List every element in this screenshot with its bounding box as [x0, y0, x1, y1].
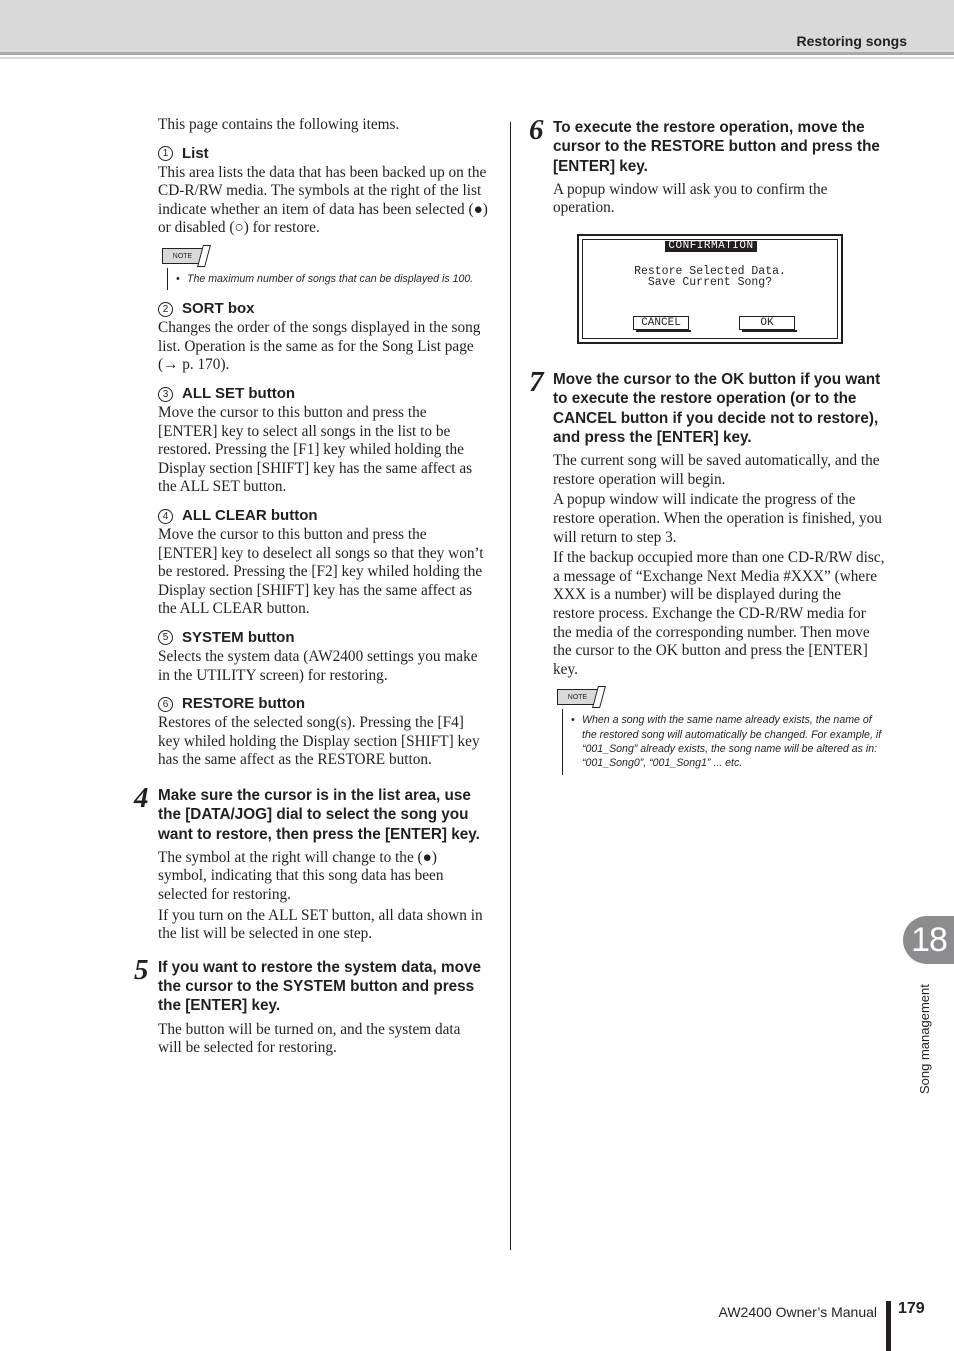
header-rule-light: [0, 57, 954, 59]
note-badge: NOTE: [162, 248, 202, 264]
item-title: SYSTEM button: [182, 628, 295, 646]
step-7: [529, 366, 885, 679]
step-number: 7: [529, 366, 544, 399]
column-divider: [510, 122, 511, 1250]
step-paragraph: The button will be turned on, and the system data will be selected for restoring.: [158, 1020, 461, 1057]
item-all-clear: [158, 507, 488, 619]
note-box: [160, 248, 488, 290]
item-number: 4: [158, 509, 173, 524]
item-heading: [158, 507, 488, 525]
item-heading: [158, 385, 488, 403]
note-item: • When a song with the same name already exists, the name of the restored song will automatically be changed. For example, if “001_Song” already exists, the song name will be altered as in: “001_Song0”, “001_Song1” ... etc.: [582, 713, 885, 770]
item-sort: [158, 300, 488, 375]
step-6: [529, 114, 885, 218]
step-heading: Make sure the cursor is in the list area, use the [DATA/JOG] dial to select the song you want to restore, then press the [ENTER] key.: [158, 786, 480, 843]
item-description: This area lists the data that has been backed up on the CD-R/RW media. The symbols at the right of the list indicate whether an item of data has been selected (●) or disabled (○) for restore.: [158, 163, 488, 237]
step-paragraph: If you turn on the ALL SET button, all data shown in the list will be selected in one step.: [158, 906, 483, 943]
step-number: 6: [529, 114, 544, 146]
item-restore: [158, 695, 488, 770]
confirmation-popup: [577, 234, 843, 344]
step-heading: To execute the restore operation, move the cursor to the RESTORE button and press the [ENTER] key.: [553, 119, 880, 175]
item-all-set: [158, 385, 488, 497]
item-number: 3: [158, 387, 173, 402]
item-number: 2: [158, 302, 173, 317]
note-text: [571, 713, 885, 770]
note-bar: [167, 268, 168, 290]
item-description: Changes the order of the songs displayed in the song list. Operation is the same as for the Song List page (→ p. 170).: [158, 319, 481, 374]
note-box: [555, 689, 885, 774]
step-heading: If you want to restore the system data, move the cursor to the SYSTEM button and press the [ENTER] key.: [158, 958, 482, 1015]
step-paragraph: The symbol at the right will change to the (●) symbol, indicating that this song data has been selected for restoring.: [158, 848, 444, 904]
item-heading: [158, 629, 488, 647]
ok-button[interactable]: OK: [739, 316, 795, 330]
item-number: 6: [158, 697, 173, 712]
popup-title: CONFIRMATION: [665, 241, 757, 252]
footer-bar: [886, 1301, 891, 1351]
left-column: [134, 116, 488, 1060]
note-item: • The maximum number of songs that can be displayed is 100.: [187, 272, 488, 286]
item-description: Selects the system data (AW2400 settings you make in the UTILITY screen) for restoring.: [158, 647, 478, 684]
step-5: [134, 953, 488, 1058]
right-column: [529, 114, 885, 783]
chapter-label: Song management: [917, 984, 932, 1094]
popup-question: Save Current Song?: [647, 276, 773, 290]
popup-message: Restore Selected Data.: [634, 265, 786, 279]
step-paragraph: If the backup occupied more than one CD-R/RW disc, a message of “Exchange Next Media #XXX” (where XXX is a number) will be displayed during the restore process. Exchange the CD-R/RW media for the media of the corresponding number. Then move the cursor to the OK button and press the [ENTER] key.: [553, 549, 885, 678]
cancel-button[interactable]: CANCEL: [633, 316, 689, 330]
item-description: Move the cursor to this button and press the [ENTER] key to deselect all songs so that they won’t be restored. Pressing the [F2] key whiled holding the Display section [SHIFT] key has the same affect as the ALL CLEAR button.: [158, 526, 484, 618]
item-description: Restores of the selected song(s). Pressing the [F4] key whiled holding the Display section [SHIFT] key has the same affect as the RESTORE button.: [158, 714, 480, 769]
item-title: SORT box: [182, 300, 255, 318]
page-number: 179: [898, 1300, 925, 1317]
item-title: ALL CLEAR button: [182, 507, 318, 525]
item-heading: [158, 695, 488, 713]
item-number: 5: [158, 630, 173, 645]
step-heading: Move the cursor to the OK button if you want to execute the restore operation (or to the CANCEL button if you decide not to restore), and press the [ENTER] key.: [553, 371, 881, 446]
note-bar: [562, 709, 563, 774]
item-description: Move the cursor to this button and press the [ENTER] key to select all songs in the list to be restored. Pressing the [F1] key whiled holding the Display section [SHIFT] key has the same affect as the ALL SET button.: [158, 404, 473, 496]
step-number: 4: [134, 781, 149, 814]
note-badge: NOTE: [557, 689, 597, 705]
item-heading: [158, 300, 488, 318]
intro-text: This page contains the following items.: [158, 116, 400, 133]
step-4: [134, 781, 488, 944]
popup-frame: [582, 239, 838, 339]
item-list: [158, 145, 488, 238]
item-heading: [158, 145, 488, 163]
manual-title: AW2400 Owner’s Manual: [718, 1304, 877, 1320]
item-number: 1: [158, 146, 173, 161]
header-rule: [0, 52, 954, 55]
note-text: [176, 272, 488, 286]
step-number: 5: [134, 953, 149, 986]
section-title: Restoring songs: [796, 33, 907, 49]
step-paragraph: A popup window will indicate the progress of the restore operation. When the operation is finished, you will return to step 3.: [553, 491, 882, 546]
step-paragraph: A popup window will ask you to confirm the operation.: [553, 180, 828, 217]
chapter-number: 18: [911, 921, 947, 959]
step-paragraph: The current song will be saved automatically, and the restore operation will begin.: [553, 452, 880, 488]
item-title: ALL SET button: [182, 385, 296, 403]
item-title: RESTORE button: [182, 695, 306, 713]
item-title: List: [182, 144, 209, 162]
item-system: [158, 629, 488, 685]
